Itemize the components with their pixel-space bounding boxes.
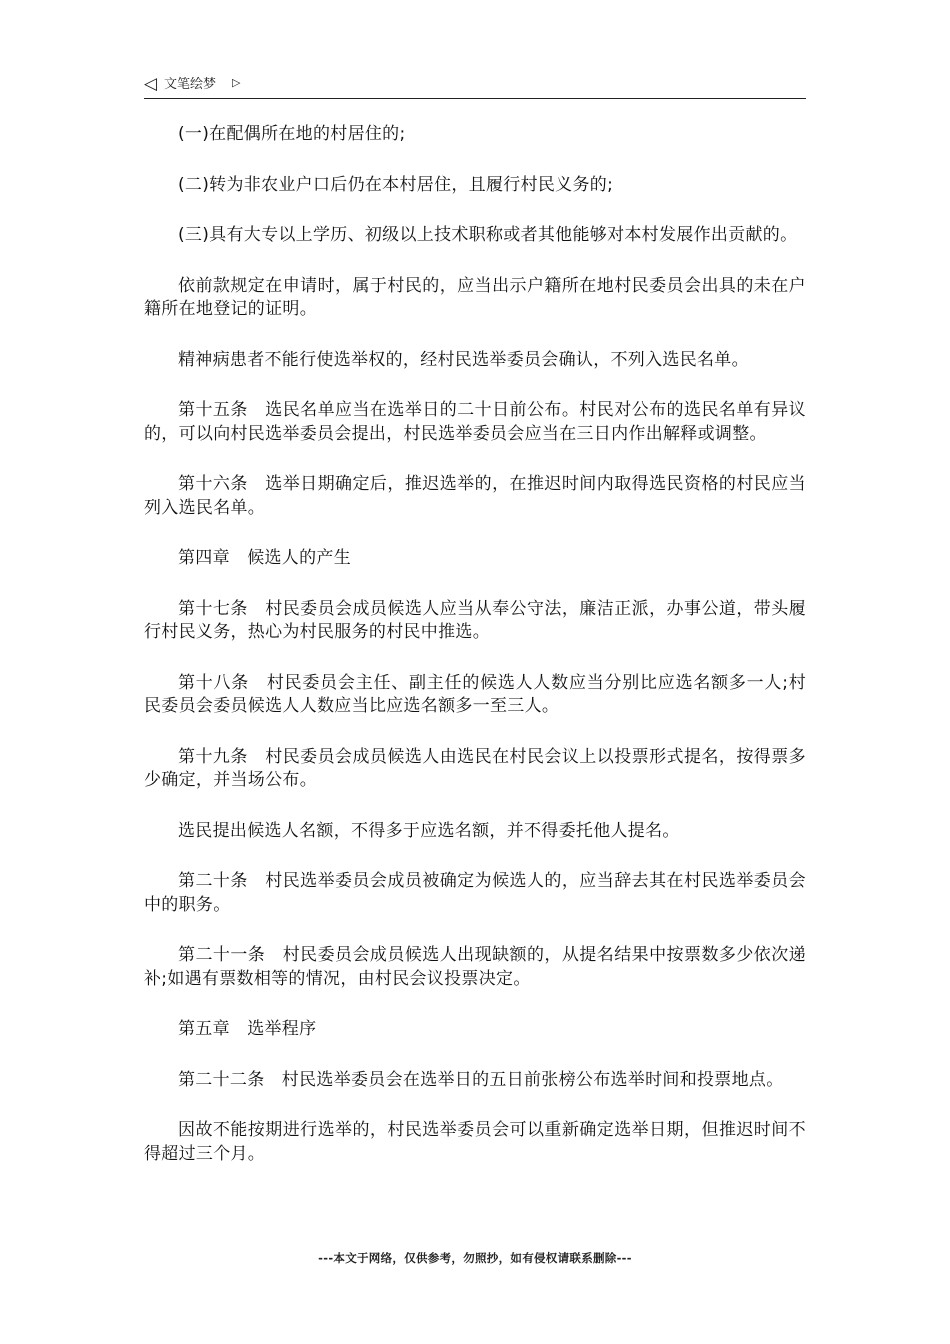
triangle-left-icon: ◁ [144,74,158,94]
paragraph: 第二十一条 村民委员会成员候选人出现缺额的，从提名结果中按票数多少依次递补;如遇有票数相等的情况，由村民会议投票决定。 [144,945,806,989]
chapter-heading: 第五章 选举程序 [178,1019,317,1039]
paragraph: 因故不能按期进行选举的，村民选举委员会可以重新确定选举日期，但推迟时间不得超过三个月。 [144,1120,806,1164]
paragraph: 第十六条 选举日期确定后，推迟选举的，在推迟时间内取得选民资格的村民应当列入选民名单。 [144,474,806,518]
paragraph: 第二十条 村民选举委员会成员被确定为候选人的，应当辞去其在村民选举委员会中的职务。 [144,871,806,915]
paragraph: 第十九条 村民委员会成员候选人由选民在村民会议上以投票形式提名，按得票多少确定，并当场公布。 [144,746,806,790]
triangle-right-icon: ▷ [232,76,241,89]
disclaimer-footer: ---本文于网络，仅供参考，勿照抄，如有侵权请联系删除--- [318,1251,632,1265]
paragraph: 第十五条 选民名单应当在选举日的二十日前公布。村民对公布的选民名单有异议的，可以向村民选举委员会提出，村民选举委员会应当在三日内作出解释或调整。 [144,400,806,444]
paragraph: 第十八条 村民委员会主任、副主任的候选人人数应当分别比应选名额多一人;村民委员会委员候选人人数应当比应选名额多一至三人。 [144,672,806,716]
paragraph: 选民提出候选人名额，不得多于应选名额，并不得委托他人提名。 [178,820,680,841]
paragraph: 依前款规定在申请时，属于村民的，应当出示户籍所在地村民委员会出具的未在户籍所在地登记的证明。 [144,275,806,319]
paragraph: (二)转为非农业户口后仍在本村居住，且履行村民义务的; [178,174,614,195]
document-body [144,123,806,1193]
page-header [144,74,806,99]
paragraph: 第十七条 村民委员会成员候选人应当从奉公守法，廉洁正派，办事公道，带头履行村民义务，热心为村民服务的村民中推选。 [144,598,806,642]
paragraph: 精神病患者不能行使选举权的，经村民选举委员会确认，不列入选民名单。 [178,349,749,370]
paragraph: (三)具有大专以上学历、初级以上技术职称或者其他能够对本村发展作出贡献的。 [178,225,798,245]
chapter-heading: 第四章 候选人的产生 [178,548,351,568]
header-title: 文笔绘梦 [164,77,217,92]
paragraph: (一)在配偶所在地的村居住的; [178,124,406,144]
paragraph: 第二十二条 村民选举委员会在选举日的五日前张榜公布选举时间和投票地点。 [178,1069,784,1090]
